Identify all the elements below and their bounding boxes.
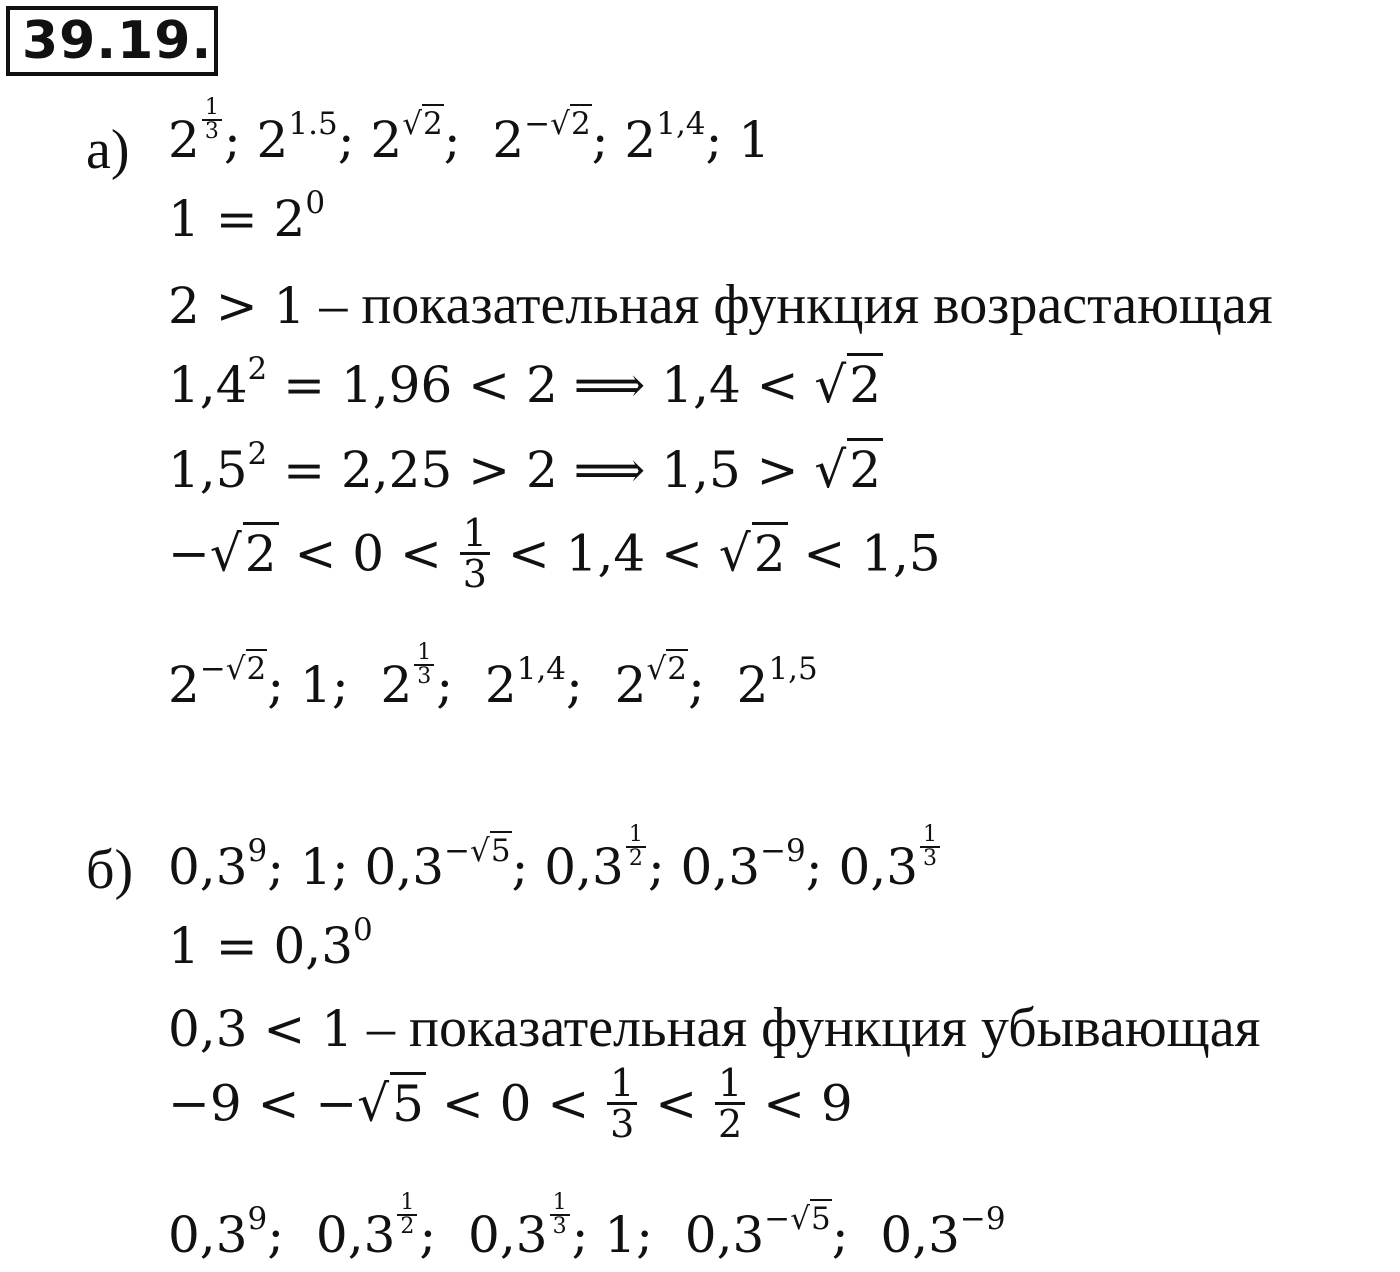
part-b-answer: $0,3^9$; 0,3 $\frac{1}{2}$ ; 0,3 $\frac{1}{3}$ ; 1; $0,3^{-√5}$; $0,3^{-9}$	[168, 1189, 1006, 1264]
part-a-step-3: $1,4^2 = 1,96 < 2$ ⟹ 1,4 < √2	[168, 350, 882, 414]
part-b-label: б)	[86, 839, 134, 901]
part-b-step-2: 0,3 < 1 – показательная функция убывающая	[168, 997, 1261, 1059]
part-a-answer: $2^{-√2}$; 1; 2 $\frac{1}{3}$ ; 2$^{1,4}$; $2^{√2}$; 2$^{1,5}$	[168, 639, 818, 714]
part-b-given: $0,3^9$; 1; $0,3^{-√5}$; 0,3 $\frac{1}{2}$ ; $0,3^{-9}$; 0,3 $\frac{1}{3}$	[168, 842, 942, 894]
part-a-label: а)	[86, 119, 130, 181]
part-a-step-5: −√2 < 0 < $\frac{1}{3}$ < 1,4 < √2 < 1,5	[168, 511, 941, 596]
part-a-step-1: $1 = 2^0$	[168, 184, 326, 248]
part-b-step-1: $1 = 0,3^0$	[168, 911, 373, 975]
problem-number: 39.19.	[6, 6, 218, 76]
part-a-step-4: $1,5^2 = 2,25 > 2$ ⟹ 1,5 > √2	[168, 435, 882, 499]
part-a-step-2: 2 > 1 – показательная функция возрастающая	[168, 274, 1273, 336]
part-b-step-3: −9 < −√5 < 0 < $\frac{1}{3}$ < $\frac{1}{2}$ < 9	[168, 1061, 853, 1146]
part-a-given: 2 $\frac{1}{3}$ ; $2^{1.5}$; $2^{√2}$; $2^{-√2}$; 2$^{1,4}$; 1	[168, 94, 771, 169]
